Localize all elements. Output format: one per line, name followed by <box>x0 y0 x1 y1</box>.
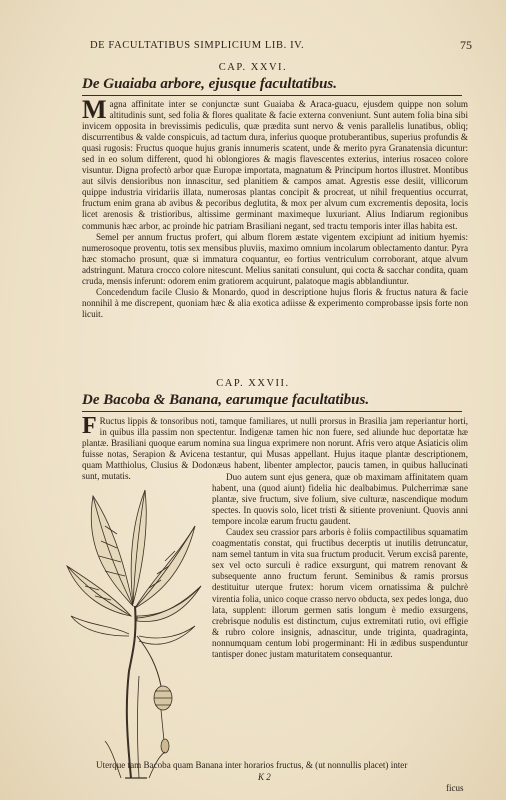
running-head: DE FACULTATIBUS SIMPLICIUM LIB. IV. <box>90 40 305 51</box>
drop-cap: F <box>82 413 97 439</box>
chapter-26-title: De Guaiaba arbore, ejusque facultatibus. <box>82 76 462 96</box>
chapter-27-intro-wide <box>82 413 468 482</box>
chapter-26-heading: CAP. XXVI. <box>218 62 288 73</box>
paragraph: Concedendum facile Clusio & Monardo, quod in descriptione hujus floris & fructus natura & facie nonnihil à me discrepent, quoniam hæc & alia exotica adiisse & experimento comprobasse ipsis forte non licuit. <box>82 286 468 319</box>
paragraph: Duo autem sunt ejus genera, quæ ob maximam affinitatem quam habent, una (quod aiunt) fidelia hic dealbabimus. Pulcherrimæ sane plantæ, sive fructum, sive folium, sive culturæ, nascendique modum spectes. In quovis solo, licet tristi & sitiente proveniunt. Quovis anni tempore incolæ earum fructu gaudent. <box>212 472 468 527</box>
page-number: 75 <box>460 38 472 52</box>
paragraph: Uterque tam Bacoba quam Banana inter horarios fructus, & (ut nonnullis placet) inter <box>96 760 408 770</box>
banana-plant-illustration <box>65 486 203 778</box>
chapter-27-column-text <box>212 472 468 772</box>
chapter-27-last-line <box>82 760 468 771</box>
signature-mark: K 2 <box>258 772 271 782</box>
paragraph: Ructus lippis & tonsoribus noti, tamque familiares, ut nulli prorsus in Brasilia jam reperiantur horti, in quibus illa passim non spectentur. Indigenæ tamen hic non fuere, sed aliunde huc deportatæ hæ plantæ. Brasiliani quoque earum nomina sua lingua exprimere non norunt. Afris vero atque Asiaticis olim fuisse notas, Serapion & Avicena testantur, qui Musas appellant. Hujus itaque plantæ descriptionem, quam Matthiolus, Clusius & Dodonæus habent, libenter amplector, paucis tamen, in quibus hallucinati sunt, mutatis. <box>82 416 468 482</box>
paragraph: Semel per annum fructus profert, qui album florem æstate vigentem excipiunt ad initium hyemis: numerosoque proventu, totis sex mensibus pluviis, maximo omnium incolarum oblectamento dantur. Pyra hæc stomacho prosunt, quæ si immatura coquantur, eo fortius ventriculum corroborant, atque alvum adstringunt. Matura crocco colore nitescunt. Melius sanitati consulunt, qui cocta & sacchar condita, quam cruda, mensis inferunt: odorem enim gratiorem acquirunt, palatoque magis abblandiuntur. <box>82 231 468 286</box>
chapter-27-heading: CAP. XXVII. <box>216 378 290 389</box>
paragraph: agna affinitate inter se conjunctæ sunt Guaiaba & Araca-guacu, ejusdem quippe non solum altitudinis sunt, sed folia & flores qualitate & facie externa conveniunt. Sunt autem folia bina sibi invicem opposita in brevissimis pediculis, quæ prædita sunt nervo & venis parallelis lunatibus, obliq; discurrentibus & valde conspicuis, ad tactum dura, inferius quoque protuberantibus, superius profundis & quasi rugosis: Fructus quoque hujus granis innumeris scatent, unde & merito pyra Granatensia dicuntur: sed in eo solum different, quod hi oblongiores & magis flavescentes exterius, interius rosaceo colore visuntur. Digna profectò arbor quæ Europæ importata, magnatum & Principum hortos illustret. Montibus aut silvis densioribus non innascitur, sed planitiem & campos amat. Agrestis esse desiit, villicorum quippe industria viridariis illata, numerosas plantas concipit & procreat, ut nihil frequentius occurrat, fructum enim grana ab avibus & pecoribus deglutita, & mox per alvum cum excrementis deposita, locis licet arenosis & tristioribus, altissime germinant maximeque luxuriant. Alius Indiarum regionibus communis hæc arbor, ac proinde hic patriam Brasiliani negant, sed tractu temporis inter illas habita est. <box>82 99 468 231</box>
catchword: ficus <box>446 783 464 793</box>
chapter-27-title: De Bacoba & Banana, earumque facultatibus. <box>82 392 462 412</box>
chapter-26-body <box>82 95 468 320</box>
paragraph: Caudex seu crassior pars arboris è foliis compactilibus squamatim coagmentatis constat, qui fructibus decerptis ut inutilis detruncatur, nam semel tantum in vita sua fructum producit. Verum excisâ parente, sex vel octo surculi è radice exsurgunt, qui matrem renovant & subsequente anno fructum ferunt. Seminibus & ramis prorsus destituitur uterque frutex: horum vicem ornatissima & pulchrè virentia folia, unico coque crasso nervo obducta, sex pedes longa, duo lata, supplent: illorum germen satis longum è medio exsurgens, crebrisque nodulis est distinctum, cujus extremitati rutio, ovi effigie & rubro colore insignis, adnascitur, unde triginta, quadraginta, nonnumquam centum lobi progerminant: Hi in ædibus suspenduntur tantisper donec justam maturitatem consequantur. <box>212 527 468 659</box>
drop-cap: M <box>82 95 107 124</box>
